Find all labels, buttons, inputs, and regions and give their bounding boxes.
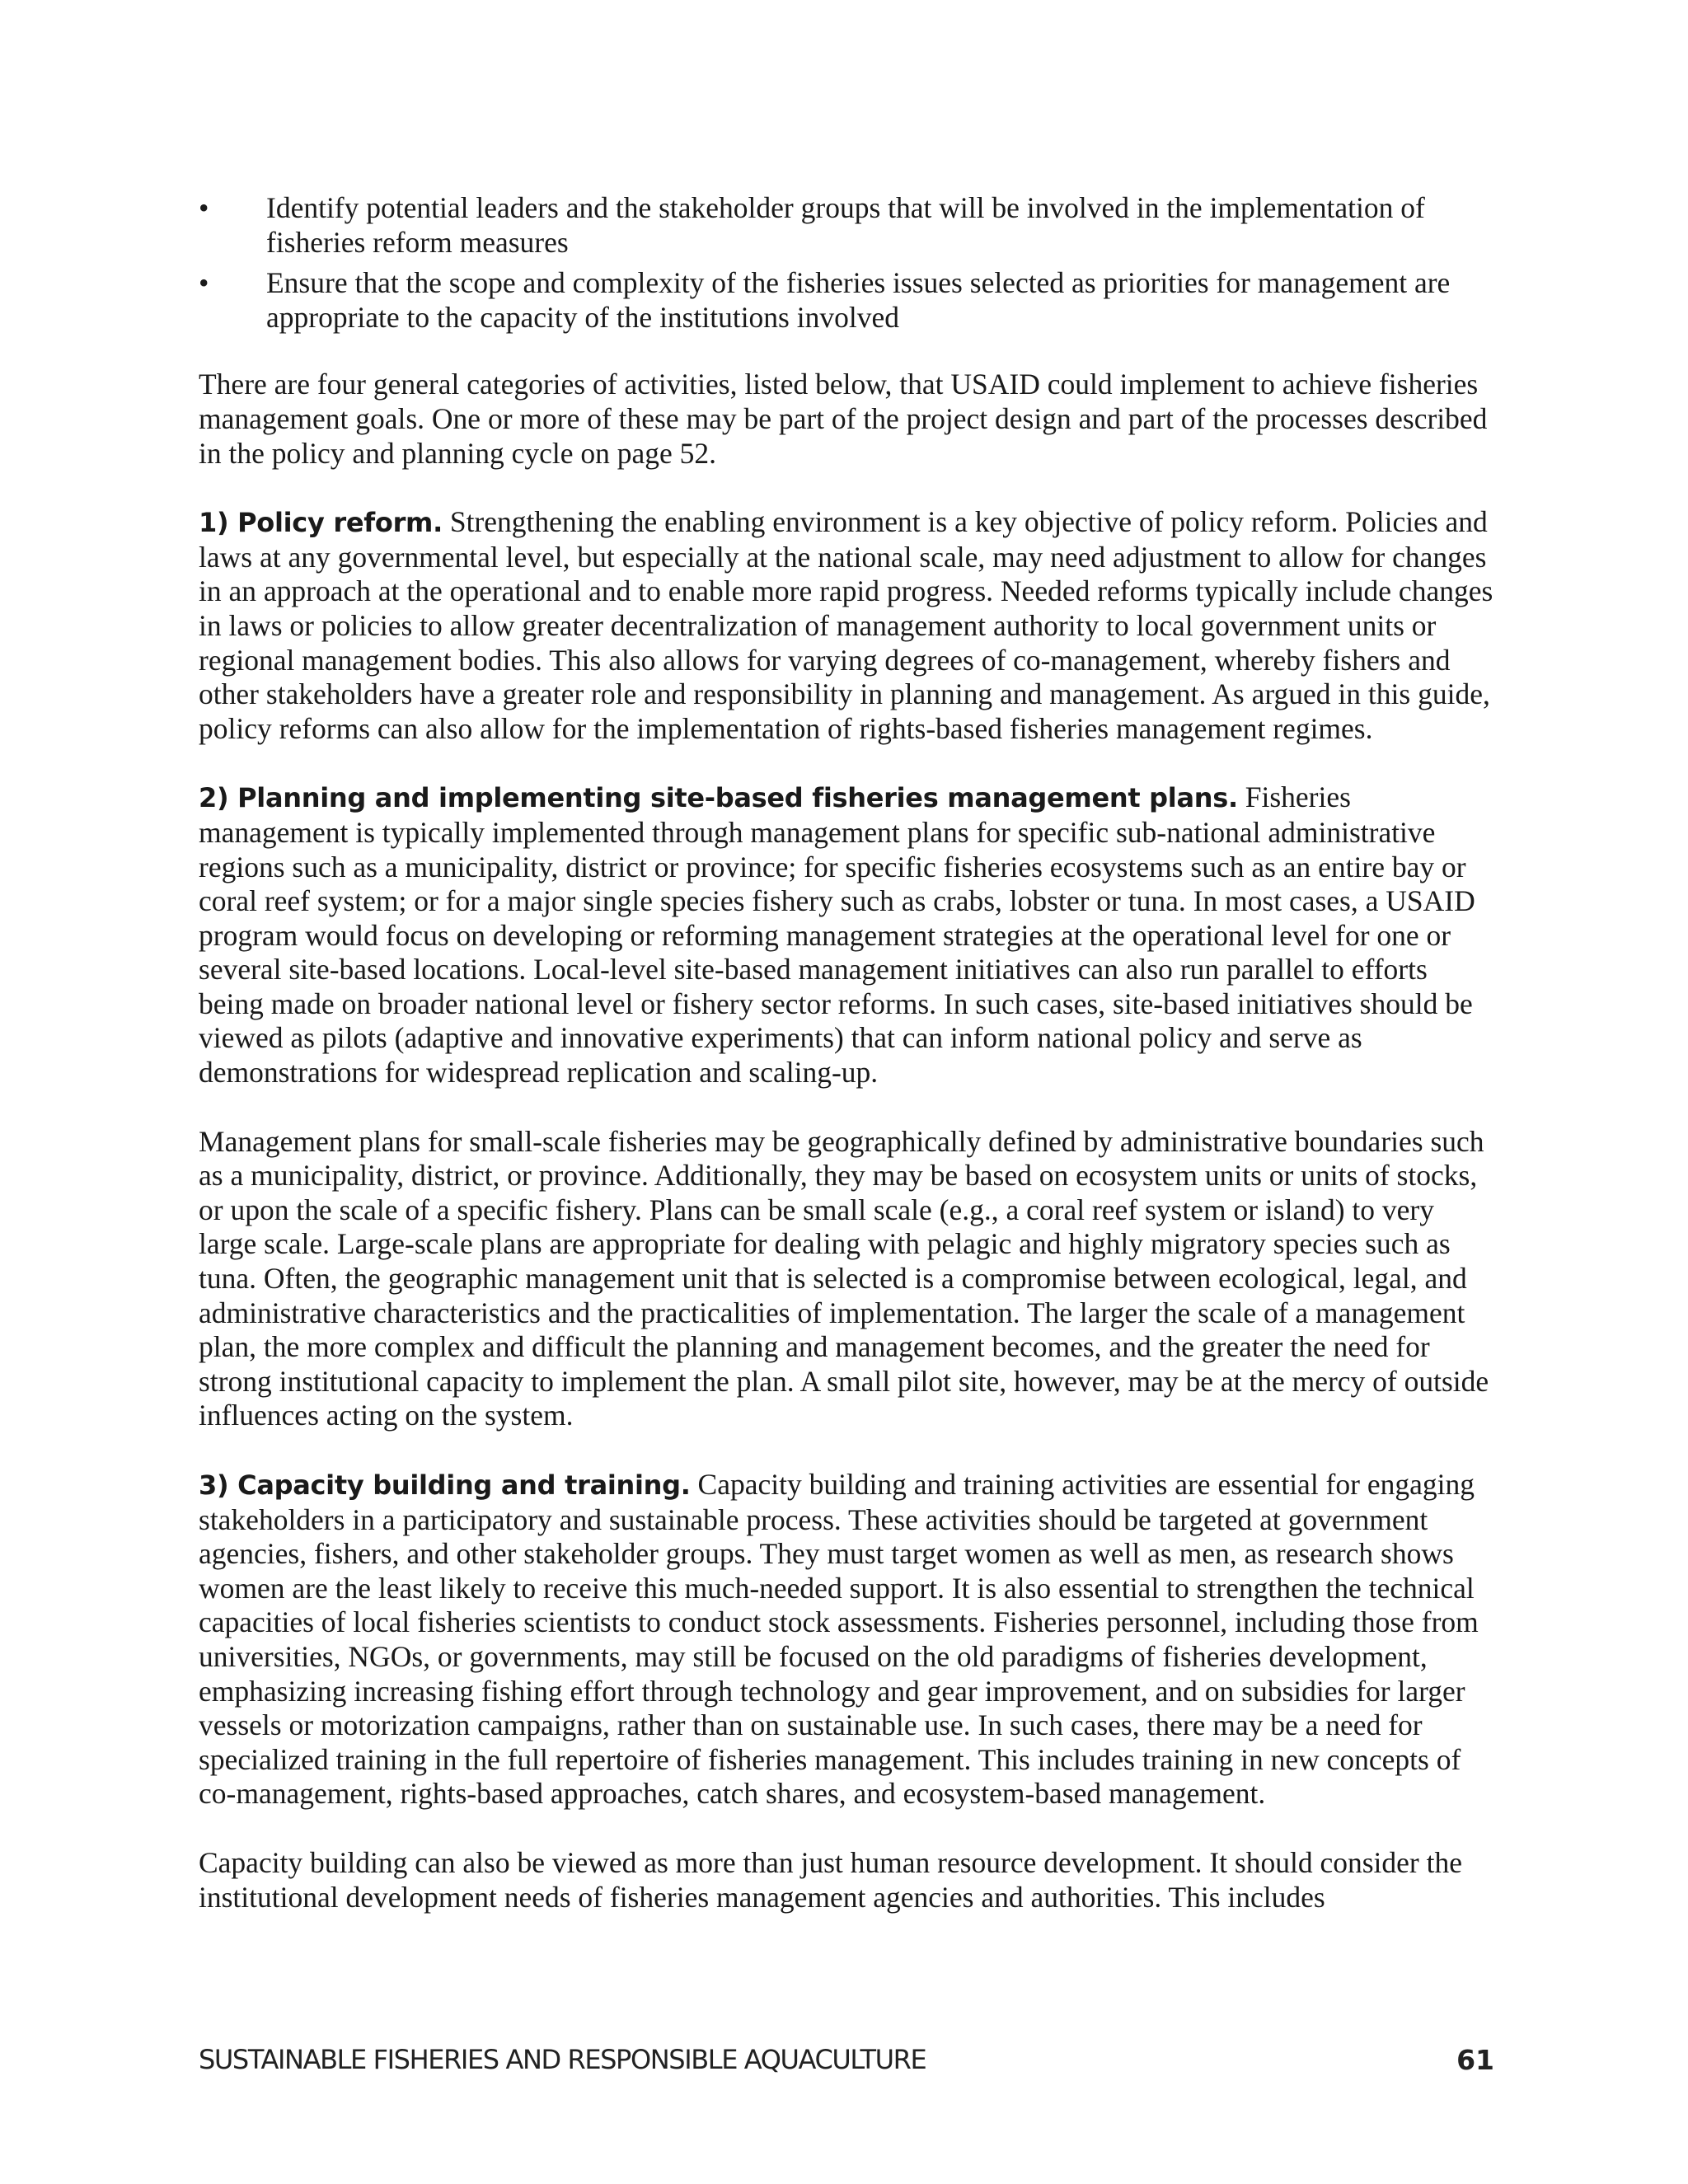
policy-reform-heading: 1) Policy reform. [199,507,443,539]
bullet-text: Ensure that the scope and complexity of the fisheries issues selected as priorities for management are appropriate to the capacity of the institutions involved [266,266,1451,334]
planning-heading: 2) Planning and implementing site-based fisheries management plans. [199,782,1238,814]
capacity-paragraph [199,1468,1494,1811]
footer-title: SUSTAINABLE FISHERIES AND RESPONSIBLE AQUACULTURE [199,2044,926,2075]
bullet-item [199,266,1494,335]
planning-paragraph [199,780,1494,1090]
page-number: 61 [1456,2044,1494,2076]
bullet-text: Identify potential leaders and the stakeholder groups that will be involved in the implementation of fisheries reform measures [266,191,1425,259]
page-footer [199,2044,1494,2085]
policy-reform-text: Strengthening the enabling environment is a key objective of policy reform. Policies and laws at any governmental level, but especially at the national scale, may need adjustment to allow for changes in an approach at the operational and to enable more rapid progress. Needed reforms typically include changes in laws or policies to allow greater decentralization of management authority to local government units or regional management bodies. This also allows for varying degrees of co-management, whereby fishers and other stakeholders have a greater role and responsibility in planning and management. As argued in this guide, policy reforms can also allow for the implementation of rights-based fisheries management regimes. [199,505,1493,745]
capacity-text: Capacity building and training activities are essential for engaging stakeholders in a participatory and sustainable process. These activities should be targeted at government agencies, fishers, and other stakeholder groups. They must target women as well as men, as research shows women are the least likely to receive this much-needed support. It is also essential to strengthen the technical capacities of local fisheries scientists to conduct stock assessments. Fisheries personnel, including those from universities, NGOs, or governments, may still be focused on the old paradigms of fisheries development, emphasizing increasing fishing effort through technology and gear improvement, and on subsidies for larger vessels or motorization campaigns, rather than on sustainable use. In such cases, there may be a need for specialized training in the full repertoire of fisheries management. This includes training in new concepts of co-management, rights-based approaches, catch shares, and ecosystem-based management. [199,1468,1479,1811]
intro-paragraph: There are four general categories of activities, listed below, that USAID could implement to achieve fisheries management goals. One or more of these may be part of the project design and part of the processes described in the policy and planning cycle on page 52. [199,368,1488,470]
bullet-item [199,191,1494,260]
bullet-symbol: • [199,266,209,300]
policy-reform-paragraph [199,505,1494,746]
bullet-list [199,191,1494,335]
planning-text: Fisheries management is typically implemented through management plans for specific sub-national administrative regions such as a municipality, district or province; for specific fisheries ecosystems such as an entire bay or coral reef system; or for a major single species fishery such as crabs, lobster or tuna. In most cases, a USAID program would focus on developing or reforming management strategies at the operational level for one or several site-based locations. Local-level site-based management initiatives can also run parallel to efforts being made on broader national level or fishery sector reforms. In such cases, site-based initiatives should be viewed as pilots (adaptive and innovative experiments) that can inform national policy and serve as demonstrations for widespread replication and scaling-up. [199,780,1475,1090]
management-plans-paragraph: Management plans for small-scale fisheries may be geographically defined by administrative boundaries such as a municipality, district, or province. Additionally, they may be based on ecosystem units or units of stocks, or upon the scale of a specific fishery. Plans can be small scale (e.g., a coral reef system or island) to very large scale. Large-scale plans are appropriate for dealing with pelagic and highly migratory species such as tuna. Often, the geographic management unit that is selected is a compromise between ecological, legal, and administrative characteristics and the practicalities of implementation. The larger the scale of a management plan, the more complex and difficult the planning and management becomes, and the greater the need for strong institutional capacity to implement the plan. A small pilot site, however, may be at the mercy of outside influences acting on the system. [199,1124,1489,1432]
page-body [199,191,1494,1949]
capacity-more-paragraph: Capacity building can also be viewed as more than just human resource development. It should consider the institutional development needs of fisheries management agencies and authorities. This includes [199,1845,1462,1914]
capacity-heading: 3) Capacity building and training. [199,1469,691,1501]
bullet-symbol: • [199,191,209,224]
